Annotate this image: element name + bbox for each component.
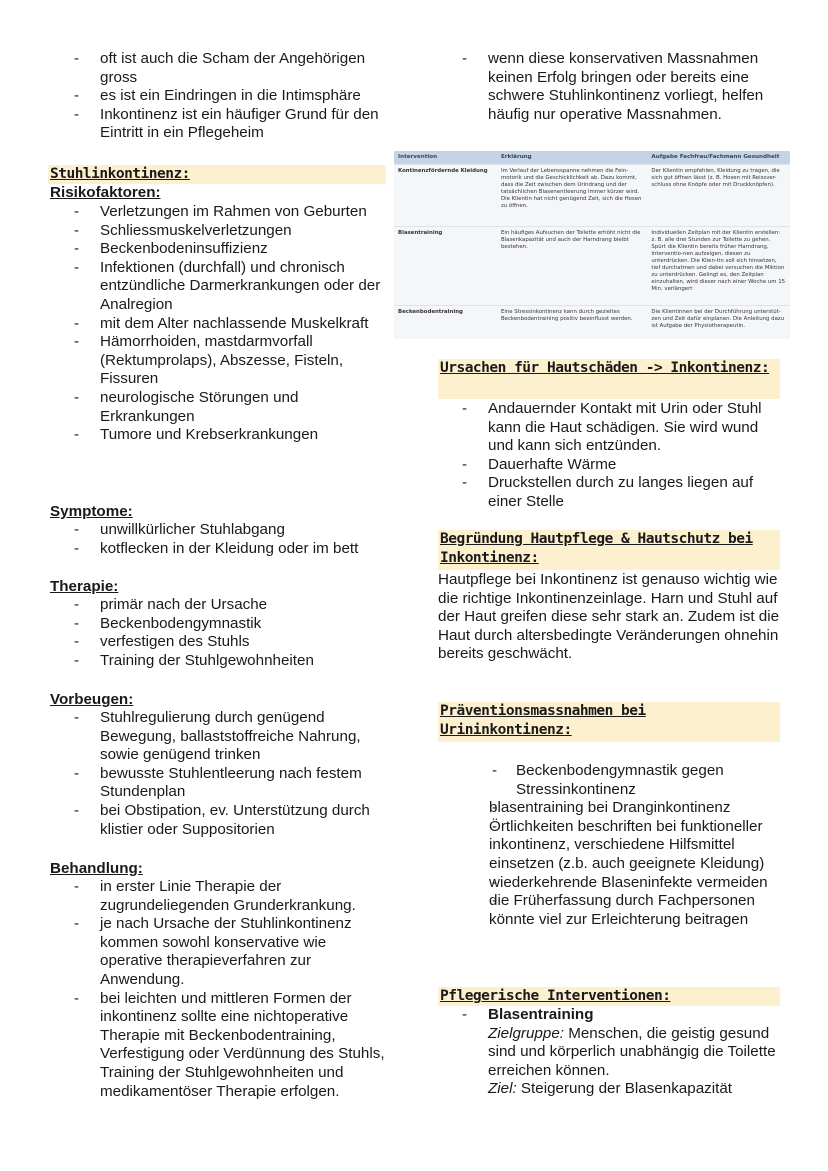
list-item: - bewusste Stuhlentleerung nach festem Stundenplan	[50, 765, 390, 802]
list-item: - oft ist auch die Scham der Angehörigen gross	[50, 50, 390, 87]
list-item: - Training der Stuhlgewohnheiten	[50, 652, 390, 671]
table-cell: Eine Stressinkontinenz kann durch gezieltes Beckenbodentraining positiv beeinflusst werden.	[497, 305, 647, 333]
section-title-skin-causes: Ursachen für Hautschäden -> Inkontinenz:	[438, 359, 780, 399]
target-text: Menschen, die geistig gesund sind und körperlich unabhängig die Toilette erreichen können.	[488, 1024, 776, 1079]
prevent-heading: Vorbeugen:	[50, 691, 134, 708]
goal-label: Ziel:	[488, 1080, 517, 1098]
prevention-list	[438, 762, 783, 929]
list-item: - in erster Linie Therapie der zugrundeliegenden Grunderkrankung.	[50, 878, 390, 915]
section-title-prevention: Präventionsmassnahmen bei Urininkontinenz:	[438, 702, 780, 742]
list-item: - wenn diese konservativen Massnahmen keinen Erfolg bringen oder bereits eine schwere Stuhlinkontinenz vorliegt, helfen häufig nur operative Massnahmen.	[438, 50, 783, 124]
list-item: - Beckenbodengymnastik	[50, 615, 390, 634]
list-item: - Inkontinenz ist ein häufiger Grund für den Eintritt in ein Pflegeheim	[50, 106, 390, 143]
list-item: - Druckstellen durch zu langes liegen auf einer Stelle	[438, 474, 783, 511]
list-item: - die Früherfassung durch Fachpersonen könnte viel zur Erleichterung beitragen	[438, 892, 783, 929]
prevent-list	[50, 709, 390, 839]
list-item: - Dauerhafte Wärme	[438, 456, 783, 475]
list-item: - es ist ein Eindringen in die Intimsphäre	[50, 87, 390, 106]
list-item	[438, 1006, 783, 1099]
table-row	[394, 226, 790, 305]
list-item: - Beckenbodeninsuffizienz	[50, 240, 390, 259]
table-row	[394, 305, 790, 333]
list-item: - bei leichten und mittleren Formen der inkontinenz sollte eine nichtoperative Therapie mit Beckenbodentraining, Verfestigung oder Verdünnung des Stuhls, Training der Stuhlgewohnheiten und medikamentöser Therapie erfolgen.	[50, 990, 390, 1102]
list-item: - kotflecken in der Kleidung oder im bett	[50, 540, 390, 559]
list-item: - wiederkehrende Blaseninfekte vermeiden	[438, 874, 783, 893]
table-cell: Der Klientin empfehlen, Kleidung zu tragen, die sich gut öffnen lässt (z. B. Hosen mit Reissver-schluss ohne Knöpfe oder mit Druckknöpfen).	[647, 164, 790, 226]
table-cell: Ein häufiges Aufsuchen der Toilette erhöht nicht die Blasenkapazität und auch der Harndrang bleibt bestehen.	[497, 226, 647, 305]
symptoms-list	[50, 521, 390, 558]
nursing-list	[438, 1006, 783, 1099]
table-row	[394, 164, 790, 226]
therapy-heading: Therapie:	[50, 578, 119, 595]
nursing-item-title: Blasentraining	[488, 1006, 594, 1023]
goal-text: Steigerung der Blasenkapazität	[516, 1080, 732, 1098]
table-cell: Die Klientinnen bei der Durchführung unterstüt-zen und Zeit dafür einplanen. Die Anleitung dazu ist Aufgabe der Physiotherapeutin.	[647, 305, 790, 333]
treatment-heading: Behandlung:	[50, 860, 143, 877]
list-item: - bei Obstipation, ev. Unterstützung durch klistier oder Suppositorien	[50, 802, 390, 839]
symptoms-heading: Symptome:	[50, 503, 133, 520]
risk-heading: Risikofaktoren:	[50, 184, 161, 201]
table-cell: Kontinenzfördernde Kleidung	[394, 164, 497, 226]
list-item: - Stuhlregulierung durch genügend Bewegung, ballaststoffreiche Nahrung, sowie genügend trinken	[50, 709, 390, 765]
list-item: - Infektionen (durchfall) und chronisch entzündliche Darmerkrankungen oder der Analregion	[50, 259, 390, 315]
list-item: - Schliessmuskelverletzungen	[50, 222, 390, 241]
table-cell: Beckenbodentraining	[394, 305, 497, 333]
table-cell: Blasentraining	[394, 226, 497, 305]
list-item: - Hämorrhoiden, mastdarmvorfall (Rektumprolaps), Abszesse, Fisteln, Fissuren	[50, 333, 390, 389]
list-item: - Andauernder Kontakt mit Urin oder Stuhl kann die Haut schädigen. Sie wird wund und kann sich entzünden.	[438, 400, 783, 456]
table-header: Aufgabe Fachfrau/Fachmann Gesundheit	[647, 151, 790, 164]
list-item: - verfestigen des Stuhls	[50, 633, 390, 652]
list-item: - je nach Ursache der Stuhlinkontinenz kommen sowohl konservative wie operative therapieverfahren zur Anwendung.	[50, 915, 390, 989]
section-title-skin-care: Begründung Hautpflege & Hautschutz bei Inkontinenz:	[438, 530, 780, 570]
table-header: Intervention	[394, 151, 497, 164]
treatment-list	[50, 878, 390, 1101]
list-item: - blasentraining bei Dranginkontinenz	[438, 799, 783, 818]
section-title-stuhlinkontinenz: Stuhlinkontinenz:	[48, 165, 386, 184]
section-title-nursing: Pflegerische Interventionen:	[438, 987, 780, 1006]
skin-causes-list	[438, 400, 783, 512]
intro-list	[50, 50, 390, 143]
list-item: - Verletzungen im Rahmen von Geburten	[50, 203, 390, 222]
therapy-list	[50, 596, 390, 670]
interventions-table	[394, 151, 790, 339]
list-item: - unwillkürlicher Stuhlabgang	[50, 521, 390, 540]
list-item: - Tumore und Krebserkrankungen	[50, 426, 390, 445]
list-item: - Örtlichkeiten beschriften bei funktioneller inkontinenz, verschiedene Hilfsmittel einsetzen (z.b. auch geeignete Kleidung)	[438, 818, 783, 874]
risk-list	[50, 203, 390, 445]
table-cell: Im Verlauf der Lebensspanne nehmen die Fein-motorik und die Geschicklichkeit ab. Dazu kommt, dass die Zeit zwischen dem Urindrang und der tatsächlichen Blasenentleerung immer kürzer wird. Die Klientin hat nicht genügend Zeit, sich die Hosen zu öffnen.	[497, 164, 647, 226]
top-right-list	[438, 50, 783, 124]
table-header: Erklärung	[497, 151, 647, 164]
list-item: - neurologische Störungen und Erkrankungen	[50, 389, 390, 426]
list-item: - primär nach der Ursache	[50, 596, 390, 615]
list-item: - Beckenbodengymnastik gegen Stressinkontinenz	[438, 762, 783, 799]
skin-care-text: Hautpflege bei Inkontinenz ist genauso wichtig wie die richtige Inkontinenzeinlage. Harn und Stuhl auf der Haut greifen diese sehr stark an. Zudem ist die Haut durch altersbedingte Veränderungen ohnehin bereits geschwächt.	[438, 571, 780, 663]
list-item: - mit dem Alter nachlassende Muskelkraft	[50, 315, 390, 334]
target-label: Zielgruppe:	[488, 1024, 564, 1042]
table-cell: Individuellen Zeitplan mit der Klientin erstellen: z. B. alle drei Stunden zur Toilette zu gehen. Spürt die Klientin bereits früher Harndrang, Interventio-nen aufzeigen, diesen zu unterdrücken. Die Klien-tin soll sich hinsetzen, tief durchatmen und dabei versuchen die Miktion zu unterdrücken. Gelingt es, den Zeitplan einzuhalten, wird dieser nach einer Woche um 15 Min. verlängert	[647, 226, 790, 305]
